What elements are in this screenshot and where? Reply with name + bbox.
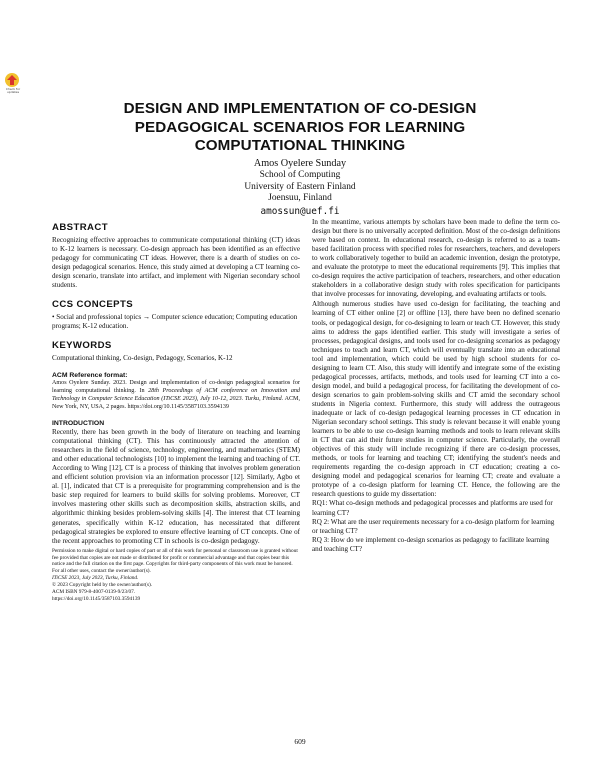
title-line-2: PEDAGOGICAL SCENARIOS FOR LEARNING [134, 118, 466, 136]
title-line-1: DESIGN AND IMPLEMENTATION OF CO-DESIGN [123, 100, 477, 117]
title-line-3: COMPUTATIONAL THINKING [194, 137, 406, 154]
reference-text-plain-2: ACM, New York, NY, USA, 2 pages. https://doi.org/10.1145/3587103.3594139 [52, 396, 300, 411]
permission-text: Permission to make digital or hard copies of part or all of this work for personal or classroom use is granted without fee provided that copies are not made or distributed for profit or commercial advantage and that copies bear this notice and the full citation on the first page. Copyrights for third-party components of this work must be honored. For all other uses, contact the owner/author(s). [52, 547, 298, 575]
page-title [80, 100, 520, 156]
ccs-text: • Social and professional topics → Computer science education; Computing education programs; K-12 education. [52, 313, 298, 331]
research-question-2: RQ 2: What are the user requirements necessary for a co-design platform for learning or teaching CT? [312, 517, 555, 535]
reference-heading: ACM Reference format: [52, 372, 128, 380]
permission-copyright: © 2023 Copyright held by the owner/author(s). [52, 582, 153, 589]
right-para-2: Although numerous studies have used co-design for facilitating, the teaching and learning of CT either online [2] or offline [13], there have been no defined scenario tools, or pedagogical design, for co-designing to learn or teach CT. However, this study aims to address the gaps identified earlier. This study will investigate a series of processes, pedagogical designs, and tools used for co-designing scenarios as pedagogy techniques to teach and learn CT, which will eventually translate into an educational tool and implementation, which could be used by high school students for co-designing to learn CT. Also, this study will identify and integrate some of the existing pedagogical processes, artifacts, methods, and tools used for learning CT into a co-design model, and build a pedagogical process, for facilitating the development of co-design scenarios to gain problem-solving skills and CT amid the secondary school students in Nigeria context. Furthermore, this study will address the outrageous inadequate or lack of co-design pedagogical learning processes in CT education in Nigerian secondary school settings. This study is relevant because it will enable young learners to be able to use co-design learning methods and tools to learn relevant skills in CT that can aid their future studies in computer science. Particularly, the overall objectives of this study will include recognizing if there are co-design processes, methods, or tools for learning and teaching CT; identifying the student's needs and requirements regarding the co-design approach in CT education; creating a co-designing model and pedagogical scenarios for learning CT; create and evaluate a prototype of a co-design platform for learning CT. Hence, the following are the research questions to guide my dissertation: [312, 300, 560, 499]
keywords-text: Computational thinking, Co-design, Pedagogy, Scenarios, K-12 [52, 354, 233, 363]
permission-block [52, 548, 300, 603]
reference-text-plain-1: Amos Oyelere Sunday. 2023. Design and implementation of co-design pedagogical scenarios for learning computational thinking. In [52, 380, 300, 395]
author-department: School of Computing [259, 170, 341, 180]
author-email[interactable]: amossun@uef.fi [260, 205, 340, 217]
author-block [150, 158, 450, 218]
ccs-heading: CCS CONCEPTS [52, 299, 134, 311]
reference-text [52, 380, 300, 412]
author-city: Joensuu, Finland [268, 193, 332, 204]
research-question-1: RQ1: What co-design methods and pedagogical processes and platforms are used for learning CT? [312, 499, 553, 517]
permission-doi[interactable]: https://doi.org/10.1145/3587103.3594139 [52, 596, 141, 602]
permission-conf: ITiCSE 2023, July 2023, Turku, Finland. [52, 575, 139, 582]
right-column [312, 218, 560, 554]
left-column [52, 222, 300, 603]
author-university: University of Eastern Finland [244, 181, 356, 192]
abstract-text: Recognizing effective approaches to communicate computational thinking (CT) ideas to K-12 learners is necessary. Co-design approach has been identified as an effective pedagogy for communicating CT ideas. However, there is a dearth of studies on co-design pedagogical scenarios. Hence, this study aimed at developing a CT learning co-design scenario, translate into artifact, and implement with Nigerian secondary school students. [52, 236, 300, 290]
introduction-text: Recently, there has been growth in the body of literature on teaching and learning computational thinking (CT). This has continuously attracted the attention of researchers in the field of science, technology, engineering, and mathematics (STEM) and other educational technologists [10] to implement the learning and teaching of CT. According to Wing [12], CT is a process of thinking that involves problem generation and efficient solution provision via an information processor [12]. Similarly, Agbo et al. [1], indicated that CT is a prerequisite for programming comprehension and is the basic step required for learners to build skills for solving problems. Moreover, CT involves mastering other skills such as decomposition skills, abstraction skills, and algorithmic thinking besides problem-solving skills [4]. The interest that CT learning generates, specifically within K-12 education, has necessitated that different pedagogical strategies be explored to ensure effective learning of CT concepts. One of the recent approaches to promoting CT in schools is co-design pedagogy. [52, 428, 300, 545]
check-for-updates-logo[interactable] [2, 72, 22, 94]
keywords-heading: KEYWORDS [52, 340, 112, 352]
abstract-heading: ABSTRACT [52, 222, 108, 233]
research-question-3: RQ 3: How do we implement co-design scenarios as pedagogy to facilitate learning and teaching CT? [312, 535, 550, 553]
introduction-heading: INTRODUCTION [52, 420, 105, 428]
right-para-1: In the meantime, various attempts by scholars have been made to define the term co-design but there is no universally accepted definition. Most of the co-design definitions were based on context. In educational research, co-design is referred to as a team-based facilitation process with specified roles for researchers, teachers, and developers to work collaboratively together to build an academic invention, design the prototype, and evaluate the prototype to meet the educational requirements [9]. This implies that co-design requires the active participation of teachers, researchers, and other education stakeholders in a collaborative design study with roles specification for participants that involve processes for innovating, developing, and evaluating artifacts or tools. [312, 218, 560, 299]
page-number: 609 [294, 737, 306, 746]
reference-text-italic: 28th Proceedings of ACM conference on Innovation and Technology in Computer Science Education (ITiCSE 2023), July 10-12, 2023. Turku, Finland. [52, 388, 300, 403]
check-for-updates-label: Check for updates [5, 87, 21, 95]
author-name: Amos Oyelere Sunday [253, 158, 347, 169]
permission-isbn: ACM ISBN 979-8-4007-0139-9/23/07. [52, 589, 136, 596]
